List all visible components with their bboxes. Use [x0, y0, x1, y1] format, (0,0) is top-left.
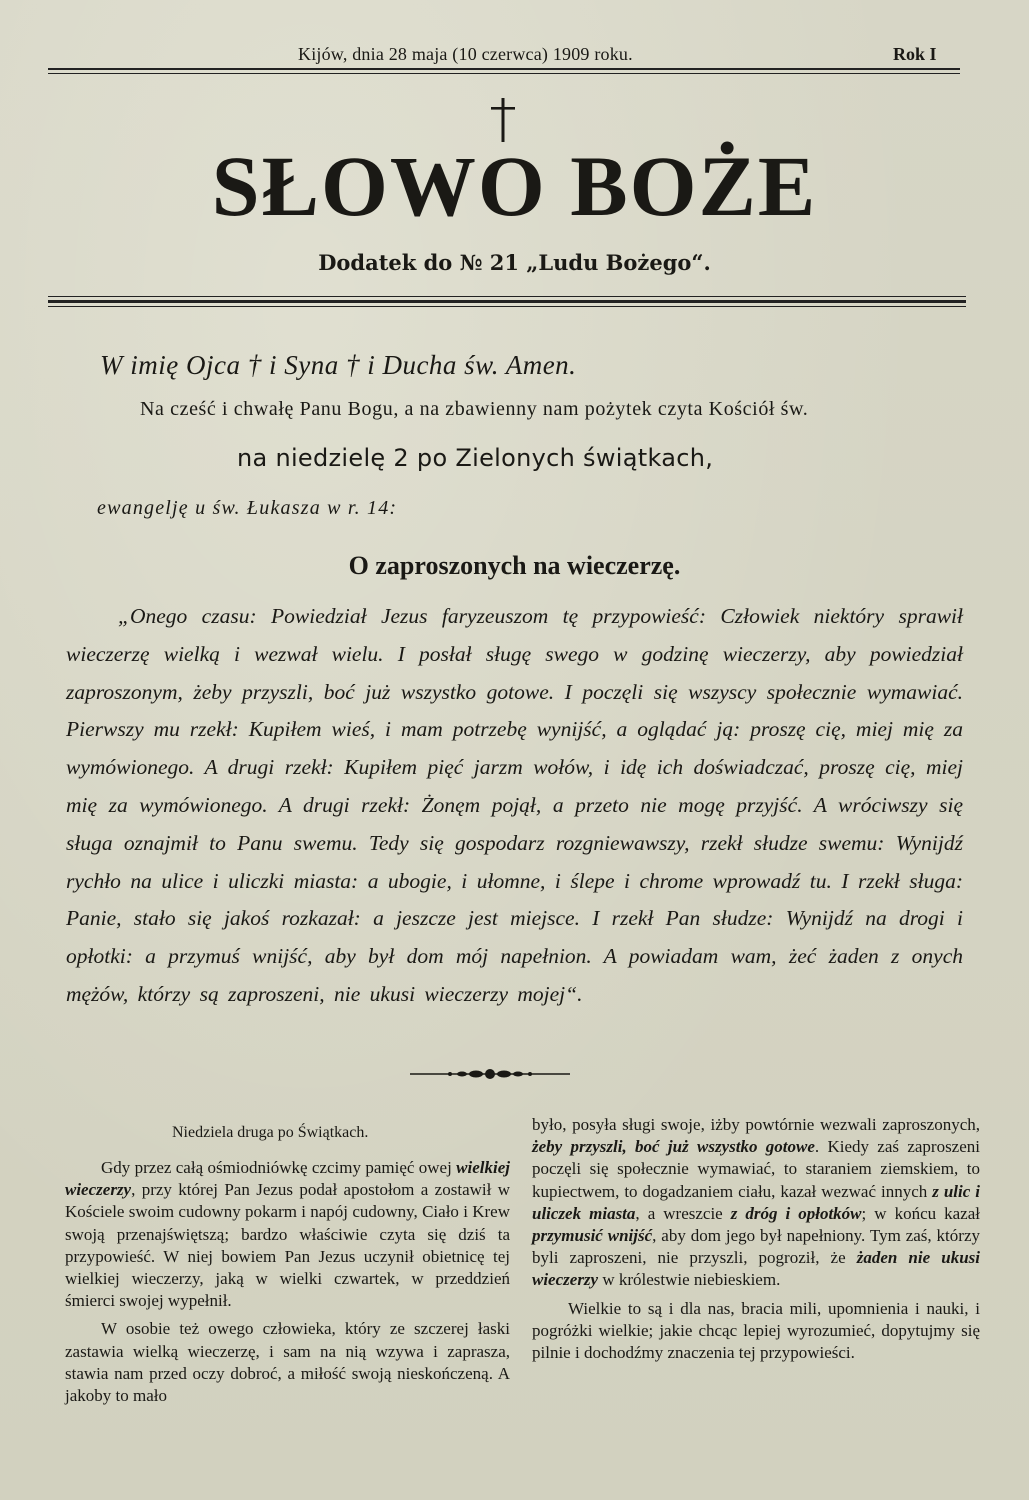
top-rule-thin	[48, 73, 960, 74]
sermon-column-left	[65, 1157, 510, 1407]
dedication: Na cześć i chwałę Panu Bogu, a na zbawienny nam pożytek czyta Kościół św.	[140, 398, 809, 420]
sermon-paragraph: W osobie też owego człowieka, który ze szczerej łaski zastawia wielką wieczerzę, i sam na nią wzywa i zaprasza, stawia nam przed oczy dobroć, a miłość swoją nieskończeną. A jakoby to mało	[65, 1319, 510, 1406]
emphasis-text: żaden nie ukusi wieczerzy	[532, 1248, 980, 1290]
divider-ornament-icon	[410, 1066, 570, 1082]
masthead-rule-thin-2	[48, 306, 966, 307]
emphasis-text: żeby przyszli, boć już wszystko gotowe	[532, 1137, 815, 1157]
text-run: , a wreszcie	[635, 1203, 731, 1223]
masthead-rule-thin	[48, 296, 966, 297]
emphasis-text: przymusić wnijść	[532, 1226, 653, 1246]
text-run: . Kiedy zaś zaproszeni poczęli się społecznie wymawiać, to staraniem ziemskiem, to kupiectwem, to dogadzaniem ciału, kazał wezwać innych	[532, 1137, 980, 1201]
text-run: w królestwie niebieskiem.	[598, 1270, 781, 1290]
invocation: W imię Ojca † i Syna † i Ducha św. Amen.	[100, 350, 577, 380]
masthead-supplement: Dodatek do № 21 „Ludu Bożego“.	[318, 250, 711, 275]
year-label: Rok I	[893, 44, 937, 64]
text-run: , aby dom jego był napełniony. Tym zaś, którzy byli zaproszeni, nie przyszli, pogroził, że	[532, 1226, 980, 1268]
gospel-quote: „Onego czasu: Powiedział Jezus faryzeuszom tę przypowieść: Człowiek niektóry sprawił wieczerzę wielką i wezwał wielu. I posłał sługę swego w godzinę wieczerzy, aby powiedział zaproszonym, żeby przyszli, boć już wszystko gotowe. I poczęli się wszyscy społecznie wymawiać. Pierwszy mu rzekł: Kupiłem wieś, i mam potrzebę wynijść, a oglądać ją: proszę cię, miej mię za wymówionego. A drugi rzekł: Kupiłem pięć jarzm wołów, i idę ich doświadczać, proszę cię, miej mię za wymówionego. A drugi rzekł: Żonęm pojął, a przeto nie mogę przyjść. A wróciwszy się sługa oznajmił to Panu swemu. Tedy się gospodarz rozgniewawszy, rzekł słudze swemu: Wynijdź rychło na ulice i uliczki miasta: a ubogie, i ułomne, i ślepe i chrome wprowadź tu. I rzekł sługa: Panie, stało się jakoś rozkazał: a jeszcze jest miejsce. I rzekł Pan słudze: Wynijdź na drogi i opłotki: a przymuś wnijść, aby był dom mój napełnion. A powiadam wam, żeć żaden z onych mężów, którzy są zaproszeni, nie ukusi wieczerzy mojej“.	[66, 604, 963, 1006]
text-run: było, posyła sługi swoje, iżby powtórnie wezwali zaproszonych,	[532, 1115, 980, 1134]
gospel-reference: ewangelję u św. Łukasza w r. 14:	[97, 497, 398, 519]
sermon-paragraph: Wielkie to są i dla nas, bracia mili, upomnienia i nauki, i pogróżki wielkie; jakie chcąc lepiej wyrozumieć, dopytujmy się pilnie i dochodźmy znaczenia tej przypowieści.	[532, 1298, 980, 1363]
text-run: Gdy przez całą ośmiodniówkę czcimy pamięć owej	[101, 1158, 457, 1177]
emphasis-text: z dróg i opłotków	[730, 1203, 862, 1223]
sunday-label: na niedzielę 2 po Zielonych świątkach,	[237, 444, 714, 472]
masthead-title: SŁOWO BOŻE	[211, 138, 818, 234]
emphasis-text: z ulic i uliczek miasta	[532, 1181, 980, 1223]
emphasis-text: wielkiej wieczerzy	[65, 1158, 510, 1200]
gospel-heading: O zaproszonych na wieczerzę.	[348, 551, 681, 580]
sermon-paragraph	[532, 1114, 980, 1292]
cross-icon	[486, 98, 520, 142]
sermon-column-right	[532, 1114, 980, 1364]
masthead-rule-thick	[48, 300, 966, 303]
sermon-paragraph	[65, 1157, 510, 1312]
text-run: , przy której Pan Jezus podał apostołom a zostawił w Kościele swoim cudowny pokarm i napój cudowny, Ciało i Krew swoją przenajświętszą; bardzo właściwie czyta się dziś ta przypowieść. W niej bowiem Pan Jezus uczynił obietnicę tej wielkiej wieczerzy, jaką w wielki czwartek, w przeddzień śmierci swojej wypełnił.	[65, 1180, 510, 1311]
dateline: Kijów, dnia 28 maja (10 czerwca) 1909 roku.	[298, 44, 633, 64]
text-run: ; w końcu kazał	[861, 1203, 980, 1223]
top-rule-thick	[48, 68, 960, 70]
sermon-subheading: Niedziela druga po Świątkach.	[172, 1124, 369, 1141]
